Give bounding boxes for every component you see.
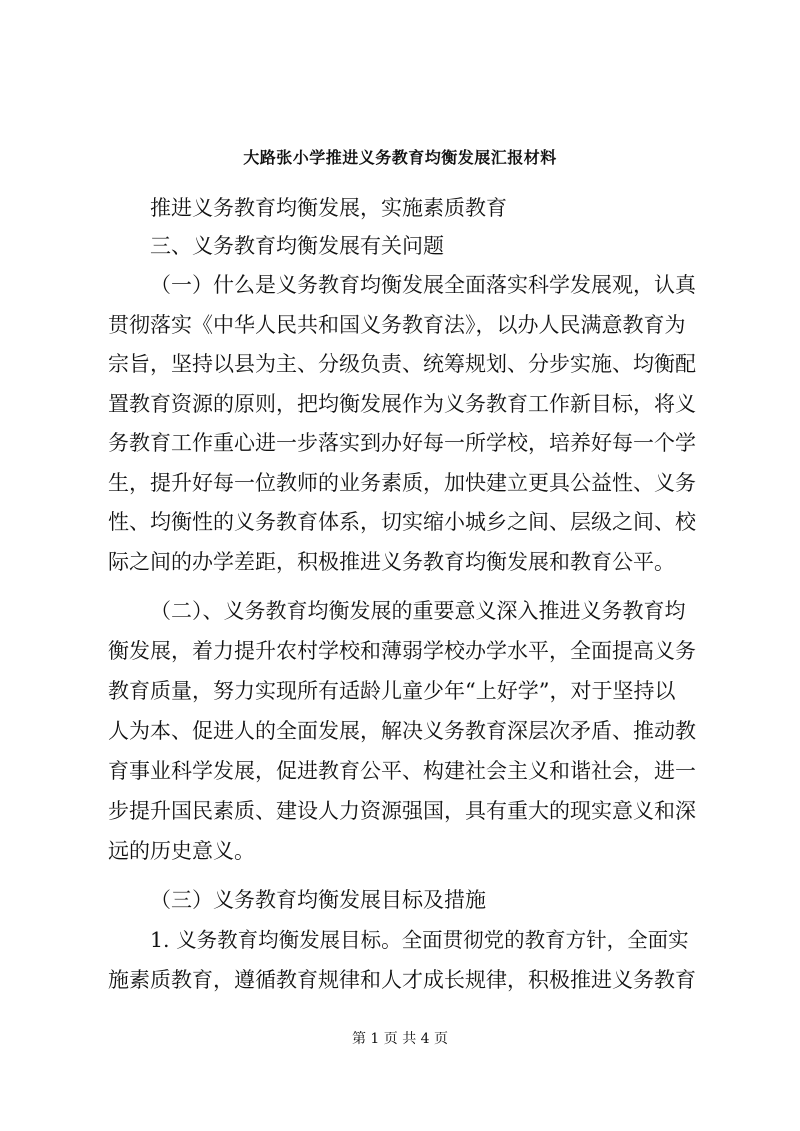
paragraph-line: 育事业科学发展，促进教育公平、构建社会主义和谐社会，进一: [108, 759, 696, 783]
paragraph-line: 性、均衡性的义务教育体系，切实缩小城乡之间、层级之间、校: [108, 510, 696, 534]
paragraph-line: 宗旨，坚持以县为主、分级负责、统筹规划、分步实施、均衡配: [108, 352, 696, 376]
paragraph-line: 人为本、促进人的全面发展，解决义务教育深层次矛盾、推动教: [108, 719, 696, 743]
paragraph-line: 推进义务教育均衡发展，实施素质教育: [150, 196, 507, 220]
subsection-heading-3: （三）义务教育均衡发展目标及措施: [150, 888, 486, 912]
paragraph-line: 际之间的办学差距，积极推进义务教育均衡发展和教育公平。: [108, 550, 675, 574]
paragraph-line: 贯彻落实《中华人民共和国义务教育法》，以办人民满意教育为: [108, 313, 686, 337]
paragraph-line: 施素质教育，遵循教育规律和人才成长规律，积极推进义务教育: [108, 968, 696, 992]
document-title: 大路张小学推进义务教育均衡发展汇报材料: [243, 148, 557, 167]
paragraph-line: 教育质量，努力实现所有适龄儿童少年“上好学”，对于坚持以: [108, 679, 676, 703]
subsection-heading-2: （二）、义务教育均衡发展的重要意义深入推进义务教育均: [150, 599, 686, 623]
paragraph-line: 生，提升好每一位教师的业务素质，加快建立更具公益性、义务: [108, 471, 696, 495]
subsection-heading-1: （一）什么是义务教育均衡发展全面落实科学发展观，认真: [150, 273, 696, 297]
paragraph-line: 步提升国民素质、建设人力资源强国，具有重大的现实意义和深: [108, 799, 696, 823]
paragraph-line: 置教育资源的原则，把均衡发展作为义务教育工作新目标，将义: [108, 392, 696, 416]
paragraph-line: 1. 义务教育均衡发展目标。全面贯彻党的教育方针，全面实: [150, 928, 689, 952]
paragraph-line: 务教育工作重心进一步落实到办好每一所学校，培养好每一个学: [108, 431, 696, 455]
paragraph-line: 远的历史意义。: [108, 839, 255, 863]
section-heading: 三、义务教育均衡发展有关问题: [150, 234, 444, 258]
paragraph-line: 衡发展，着力提升农村学校和薄弱学校办学水平，全面提高义务: [108, 639, 696, 663]
page-number-footer: 第 1 页 共 4 页: [351, 1031, 449, 1047]
